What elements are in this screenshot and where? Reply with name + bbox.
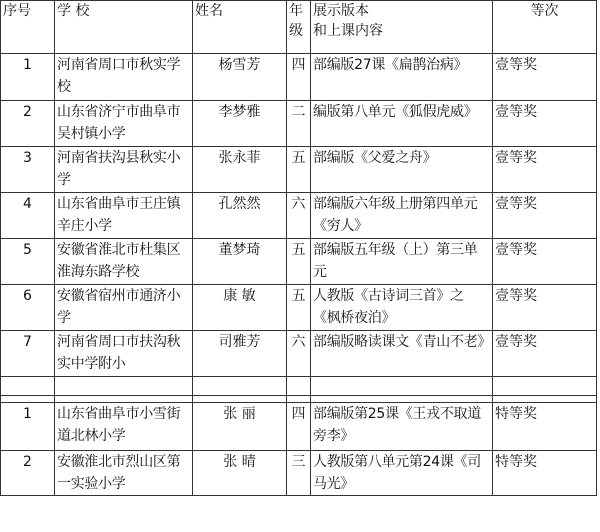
spacer-cell xyxy=(193,396,287,403)
table-row xyxy=(1,193,597,239)
spacer-cell xyxy=(311,377,493,396)
table-row xyxy=(1,101,597,147)
cell-award: 壹等奖 xyxy=(493,331,597,377)
cell-name: 张永菲 xyxy=(193,147,287,193)
header-content-line2: 和上课内容 xyxy=(313,23,383,39)
cell-name: 孔然然 xyxy=(193,193,287,239)
cell-school: 安徽省淮北市杜集区淮海东路学校 xyxy=(55,239,193,285)
cell-grade: 五 xyxy=(287,147,311,193)
cell-grade: 三 xyxy=(287,451,311,496)
cell-award: 壹等奖 xyxy=(493,193,597,239)
header-school: 学 校 xyxy=(55,1,193,54)
spacer-cell xyxy=(287,377,311,396)
header-grade-line2: 级 xyxy=(289,23,303,39)
spacer-row xyxy=(1,377,597,396)
header-grade-line1: 年 xyxy=(289,3,303,19)
cell-award: 特等奖 xyxy=(493,451,597,496)
header-name: 姓名 xyxy=(193,1,287,54)
cell-award: 壹等奖 xyxy=(493,54,597,101)
cell-index: 1 xyxy=(1,54,55,101)
spacer-cell xyxy=(311,396,493,403)
cell-content: 部编版27课《扁鹊治病》 xyxy=(311,54,493,101)
cell-index: 6 xyxy=(1,285,55,331)
cell-grade: 五 xyxy=(287,239,311,285)
cell-content: 部编版第25课《王戎不取道旁李》 xyxy=(311,403,493,451)
cell-school: 山东省曲阜市王庄镇辛庄小学 xyxy=(55,193,193,239)
spacer-cell xyxy=(287,396,311,403)
cell-content: 人教版第八单元第24课《司马光》 xyxy=(311,451,493,496)
spacer-cell xyxy=(493,396,597,403)
cell-content: 部编版略读课文《青山不老》 xyxy=(311,331,493,377)
cell-index: 3 xyxy=(1,147,55,193)
header-grade xyxy=(287,1,311,54)
cell-award: 壹等奖 xyxy=(493,285,597,331)
cell-index: 1 xyxy=(1,403,55,451)
cell-school: 山东省曲阜市小雪街道北林小学 xyxy=(55,403,193,451)
cell-name: 杨雪芳 xyxy=(193,54,287,101)
spacer-cell xyxy=(1,377,55,396)
cell-content: 编版第八单元《狐假虎威》 xyxy=(311,101,493,147)
spacer-cell xyxy=(493,377,597,396)
cell-award: 特等奖 xyxy=(493,403,597,451)
cell-grade: 六 xyxy=(287,193,311,239)
spacer-row xyxy=(1,396,597,403)
cell-name: 康 敏 xyxy=(193,285,287,331)
table-row xyxy=(1,239,597,285)
cell-index: 2 xyxy=(1,101,55,147)
spacer-cell xyxy=(55,396,193,403)
header-award: 等次 xyxy=(493,1,597,54)
header-row xyxy=(1,1,597,54)
cell-name: 李梦雅 xyxy=(193,101,287,147)
spacer-cell xyxy=(1,396,55,403)
cell-index: 2 xyxy=(1,451,55,496)
table-row xyxy=(1,285,597,331)
cell-content: 部编版《父爱之舟》 xyxy=(311,147,493,193)
cell-school: 安徽淮北市烈山区第一实验小学 xyxy=(55,451,193,496)
table-row xyxy=(1,147,597,193)
cell-content: 人教版《古诗词三首》之《枫桥夜泊》 xyxy=(311,285,493,331)
cell-school: 河南省扶沟县秋实小学 xyxy=(55,147,193,193)
cell-school: 河南省周口市扶沟秋实中学附小 xyxy=(55,331,193,377)
spacer-cell xyxy=(193,377,287,396)
table-row xyxy=(1,331,597,377)
cell-award: 壹等奖 xyxy=(493,101,597,147)
cell-school: 河南省周口市秋实学校 xyxy=(55,54,193,101)
cell-award: 壹等奖 xyxy=(493,147,597,193)
cell-index: 4 xyxy=(1,193,55,239)
header-content-line1: 展示版本 xyxy=(313,3,369,19)
cell-grade: 六 xyxy=(287,331,311,377)
cell-index: 5 xyxy=(1,239,55,285)
spacer-cell xyxy=(55,377,193,396)
cell-award: 壹等奖 xyxy=(493,239,597,285)
cell-name: 张 丽 xyxy=(193,403,287,451)
cell-grade: 二 xyxy=(287,101,311,147)
cell-name: 董梦琦 xyxy=(193,239,287,285)
header-index: 序号 xyxy=(1,1,55,54)
cell-grade: 五 xyxy=(287,285,311,331)
cell-name: 张 晴 xyxy=(193,451,287,496)
cell-school: 山东省济宁市曲阜市吴村镇小学 xyxy=(55,101,193,147)
table-row xyxy=(1,54,597,101)
cell-grade: 四 xyxy=(287,54,311,101)
cell-school: 安徽省宿州市通济小学 xyxy=(55,285,193,331)
table-row xyxy=(1,451,597,496)
cell-grade: 四 xyxy=(287,403,311,451)
header-content xyxy=(311,1,493,54)
cell-content: 部编版六年级上册第四单元《穷人》 xyxy=(311,193,493,239)
cell-name: 司雅芳 xyxy=(193,331,287,377)
cell-content: 部编版五年级（上）第三单元 xyxy=(311,239,493,285)
table-row xyxy=(1,403,597,451)
cell-index: 7 xyxy=(1,331,55,377)
